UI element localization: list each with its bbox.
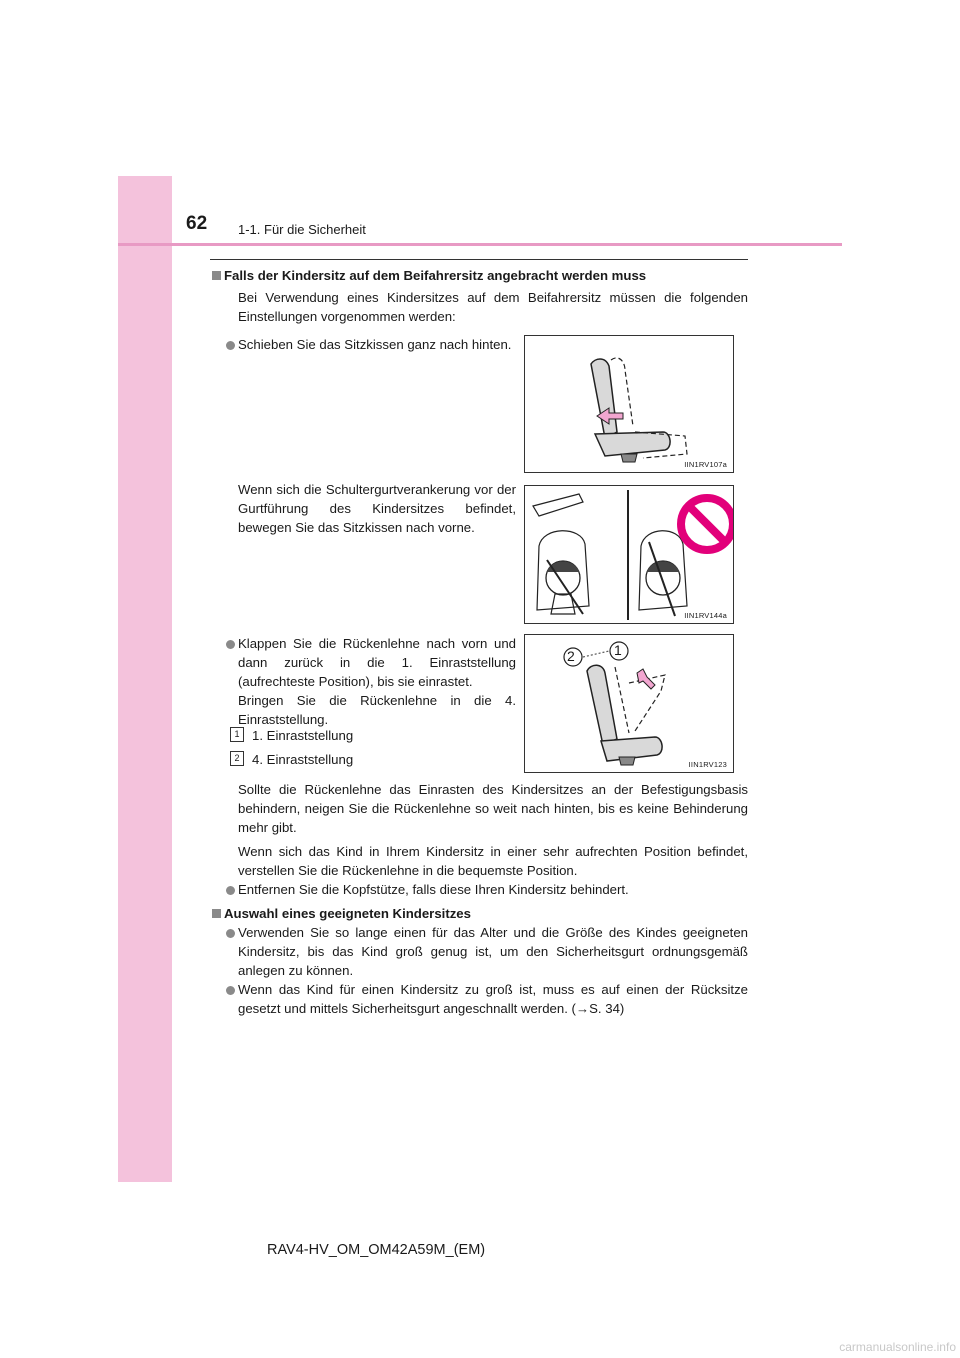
legend-text: 4. Einraststellung [252, 752, 354, 767]
legend-text: 1. Einraststellung [252, 728, 354, 743]
bullet-icon [226, 640, 235, 649]
heading-square-icon [212, 909, 221, 918]
bullet-icon [226, 986, 235, 995]
intro-text: Bei Verwendung eines Kindersitzes auf dem Beifahrersitz müssen die folgenden Einstellungen vorgenommen werden: [238, 290, 748, 324]
figure-label: 2 [567, 648, 575, 664]
page-number: 62 [186, 213, 208, 234]
heading-child-seat-passenger: Falls der Kindersitz auf dem Beifahrersitz angebracht werden muss [224, 268, 647, 283]
bullet-seatback-fold: Klappen Sie die Rückenlehne nach vorn und dann zurück in die 1. Einraststellung (aufrechteste Position), bis sie einrastet. [238, 636, 516, 689]
figure-code: IIN1RV144a [684, 611, 727, 620]
bullet-seat-back: Schieben Sie das Sitzkissen ganz nach hinten. [238, 337, 512, 352]
bullet-icon [226, 341, 235, 350]
bullet-icon [226, 886, 235, 895]
legend-number: 2 [230, 751, 244, 766]
bullet-headrest: Entfernen Sie die Kopfstütze, falls diese Ihren Kindersitz behindert. [238, 882, 629, 897]
bullet-seat-note: Wenn sich die Schultergurtverankerung vor der Gurtführung des Kindersitzes befindet, bewegen Sie das Sitzkissen nach vorne. [238, 482, 516, 535]
watermark: carmanualsonline.info [839, 1340, 956, 1354]
heading-square-icon [212, 271, 221, 280]
figure-seat-slide [524, 335, 734, 473]
header-divider [118, 243, 842, 246]
bullet-rear-seat: Wenn das Kind für einen Kindersitz zu groß ist, muss es auf einen der Rücksitze gesetzt und mittels Sicherheitsgurt angeschnallt werden. (→S. 34) [238, 982, 748, 1016]
content-rule [210, 259, 748, 260]
figure-code: IIN1RV123 [688, 760, 727, 769]
legend-number: 1 [230, 727, 244, 742]
para-upright-position: Wenn sich das Kind in Ihrem Kindersitz in einer sehr aufrechten Position befindet, verstellen Sie die Rückenlehne in die bequemste Position. [238, 844, 748, 878]
bullet-icon [226, 929, 235, 938]
figure-label: 1 [614, 642, 622, 658]
bullet-appropriate-seat: Verwenden Sie so lange einen für das Alter und die Größe des Kindes geeigneten Kindersitz, bis das Kind groß genug ist, um den Sicherheitsgurt ordnungsgemäß anlegen zu können. [238, 925, 748, 978]
document-code: RAV4-HV_OM_OM42A59M_(EM) [267, 1242, 486, 1258]
figure-code: IIN1RV107a [684, 460, 727, 469]
heading-select-child-seat: Auswahl eines geeigneten Kindersitzes [224, 906, 471, 921]
bullet-seatback-fourth: Bringen Sie die Rückenlehne in die 4. Einraststellung. [238, 693, 516, 727]
figure-belt-anchor [524, 485, 734, 624]
side-tab [118, 176, 172, 1182]
section-title: 1-1. Für die Sicherheit [238, 222, 366, 237]
para-seatback-interference: Sollte die Rückenlehne das Einrasten des Kindersitzes an der Befestigungsbasis behindern, neigen Sie die Rückenlehne so weit nach hinten, bis es keine Behinderung mehr gibt. [238, 782, 748, 835]
figure-seatback-positions [524, 634, 734, 773]
